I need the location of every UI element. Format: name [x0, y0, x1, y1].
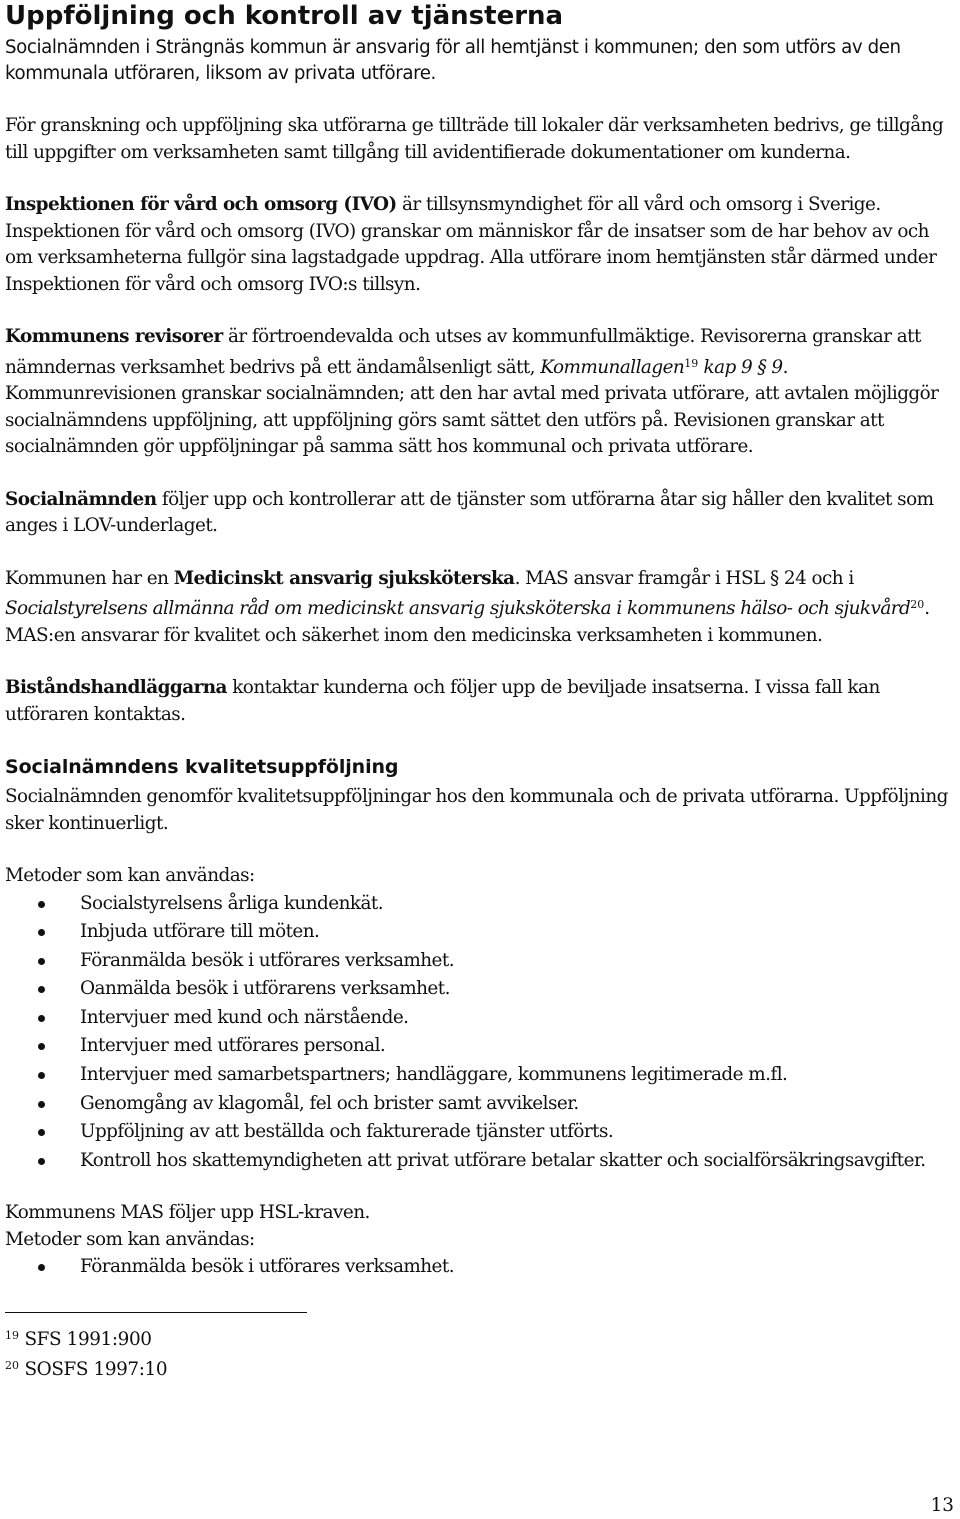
footnote-ref-20: 20 [910, 598, 925, 611]
revisorer-bold: Kommunens revisorer [5, 326, 223, 347]
metoder-label: Metoder som kan användas: [5, 865, 255, 886]
revisorer-text-1: är förtroendevalda och utses av kommunfullmäktige. Revisorerna granskar att nämndernas verksamhet bedrivs på ett ändamålsenligt sätt, [5, 326, 921, 378]
footnote-text: SFS 1991:900 [19, 1328, 152, 1350]
list-item [5, 890, 955, 919]
page-content [5, 0, 955, 1383]
mas-text-1: Kommunen har en [5, 567, 174, 589]
bullet-icon [38, 1158, 45, 1165]
list-item-text: Oanmälda besök i utförarens verksamhet. [80, 978, 450, 1000]
list-item-text: Kontroll hos skattemyndigheten att privat utförare betalar skatter och socialförsäkringsavgifter. [80, 1149, 926, 1171]
list-item-text: Intervjuer med samarbetspartners; handläggare, kommunens legitimerade m.fl. [80, 1064, 788, 1086]
mas-follow-paragraph: Kommunens MAS följer upp HSL-kraven. [5, 1202, 370, 1224]
footnote-number: 20 [5, 1358, 19, 1372]
list-item-text: Intervjuer med kund och närstående. [80, 1006, 409, 1028]
bullet-icon [38, 986, 45, 993]
list-item [5, 1061, 955, 1090]
list-item [5, 1118, 955, 1147]
section-heading: Socialnämndens kvalitetsuppföljning [5, 756, 399, 778]
metoder-label-2: Metoder som kan användas: [5, 1228, 255, 1250]
granskning-paragraph: För granskning och uppföljning ska utförarna ge tillträde till lokaler där verksamheten bedrivs, ge tillgång till uppgifter om verksamheten samt tillgång till avidentifierade dokumentationer om kunderna. [5, 115, 944, 163]
mas-bold: Medicinskt ansvarig sjuksköterska [173, 567, 515, 589]
methods-list-2 [5, 1253, 955, 1282]
revisorer-text-2: . Kommunrevisionen granskar socialnämnden; att den har avtal med privata utförare, att avtalen möjliggör socialnämndens uppföljning, att uppföljning görs samt sättet den utförs på. Revisionen granskar att socialnämnden gör uppföljningar på samma sätt hos kommunal och privata utförare. [5, 356, 939, 457]
kvalitet-paragraph: Socialnämnden genomför kvalitetsuppföljningar hos den kommunala och de privata utförarna. Uppföljning sker kontinuerligt. [5, 786, 948, 834]
footnote-divider [5, 1312, 307, 1313]
bullet-icon [38, 1101, 45, 1108]
bullet-icon [38, 929, 45, 936]
bistand-text: kontaktar kunderna och följer upp de beviljade insatserna. I vissa fall kan utföraren kontaktas. [5, 677, 880, 725]
bullet-icon [38, 901, 45, 908]
list-item [5, 918, 955, 947]
mas-text-3: . MAS:en ansvarar för kvalitet och säkerhet inom den medicinska verksamheten i kommunen. [5, 598, 930, 646]
bistand-bold: Biståndshandläggarna [5, 677, 227, 698]
list-item-text: Föranmälda besök i utförares verksamhet. [80, 1256, 455, 1278]
list-item [5, 1004, 955, 1033]
mas-paragraph [5, 566, 955, 650]
ivo-bold: Inspektionen för vård och omsorg (IVO) [5, 194, 397, 215]
bullet-icon [38, 1015, 45, 1022]
list-item-text: Socialstyrelsens årliga kundenkät. [80, 892, 384, 914]
bistand-paragraph [5, 675, 955, 728]
kommunallagen-italic: Kommunallagen [540, 356, 685, 378]
page-number: 13 [930, 1495, 954, 1516]
mas-text-2: . MAS ansvar framgår i HSL § 24 och i [514, 567, 854, 589]
list-item-text: Föranmälda besök i utförares verksamhet. [80, 949, 455, 971]
page-title: Uppföljning och kontroll av tjänsterna [5, 1, 564, 31]
footnote-20 [5, 1353, 955, 1383]
kommunallagen-kap-italic: kap 9 § 9 [698, 356, 783, 378]
footnote-text: SOSFS 1997:10 [19, 1358, 168, 1380]
list-item [5, 1032, 955, 1061]
list-item-text: Uppföljning av att beställda och fakturerade tjänster utförts. [80, 1121, 614, 1143]
bullet-icon [38, 1264, 45, 1271]
ivo-paragraph [5, 192, 955, 298]
socialstyrelsen-italic: Socialstyrelsens allmänna råd om medicinskt ansvarig sjuksköterska i kommunens hälso- och sjukvård [5, 598, 911, 619]
list-item [5, 1253, 955, 1282]
list-item-text: Inbjuda utförare till möten. [80, 921, 320, 943]
bullet-icon [38, 958, 45, 965]
footnote-19 [5, 1323, 955, 1353]
socialnamnden-paragraph [5, 487, 955, 540]
list-item [5, 1147, 955, 1175]
methods-list [5, 890, 955, 1175]
list-item [5, 975, 955, 1004]
intro-paragraph: Socialnämnden i Strängnäs kommun är ansvarig för all hemtjänst i kommunen; den som utförs av den kommunala utföraren, liksom av privata utförare. [5, 37, 901, 84]
list-item [5, 1090, 955, 1119]
list-item-text: Intervjuer med utförares personal. [80, 1035, 386, 1057]
socialnamnden-bold: Socialnämnden [5, 488, 157, 510]
list-item-text: Genomgång av klagomål, fel och brister samt avvikelser. [80, 1092, 579, 1114]
ivo-text: är tillsynsmyndighet för all vård och omsorg i Sverige. Inspektionen för vård och omsorg (IVO) granskar om människor får de insatser som de har behov av och om verksamheterna fullgör sina lagstadgade uppdrag. Alla utförare inom hemtjänsten står därmed under Inspektionen för vård och omsorg IVO:s tillsyn. [5, 194, 937, 295]
revisorer-paragraph [5, 324, 955, 461]
list-item [5, 947, 955, 976]
footnote-number: 19 [5, 1328, 19, 1342]
bullet-icon [38, 1072, 45, 1079]
footnote-ref-19: 19 [684, 356, 699, 370]
bullet-icon [38, 1043, 45, 1050]
socialnamnden-text: följer upp och kontrollerar att de tjänster som utförarna åtar sig håller den kvalitet som anges i LOV-underlaget. [5, 488, 934, 536]
bullet-icon [38, 1129, 45, 1136]
